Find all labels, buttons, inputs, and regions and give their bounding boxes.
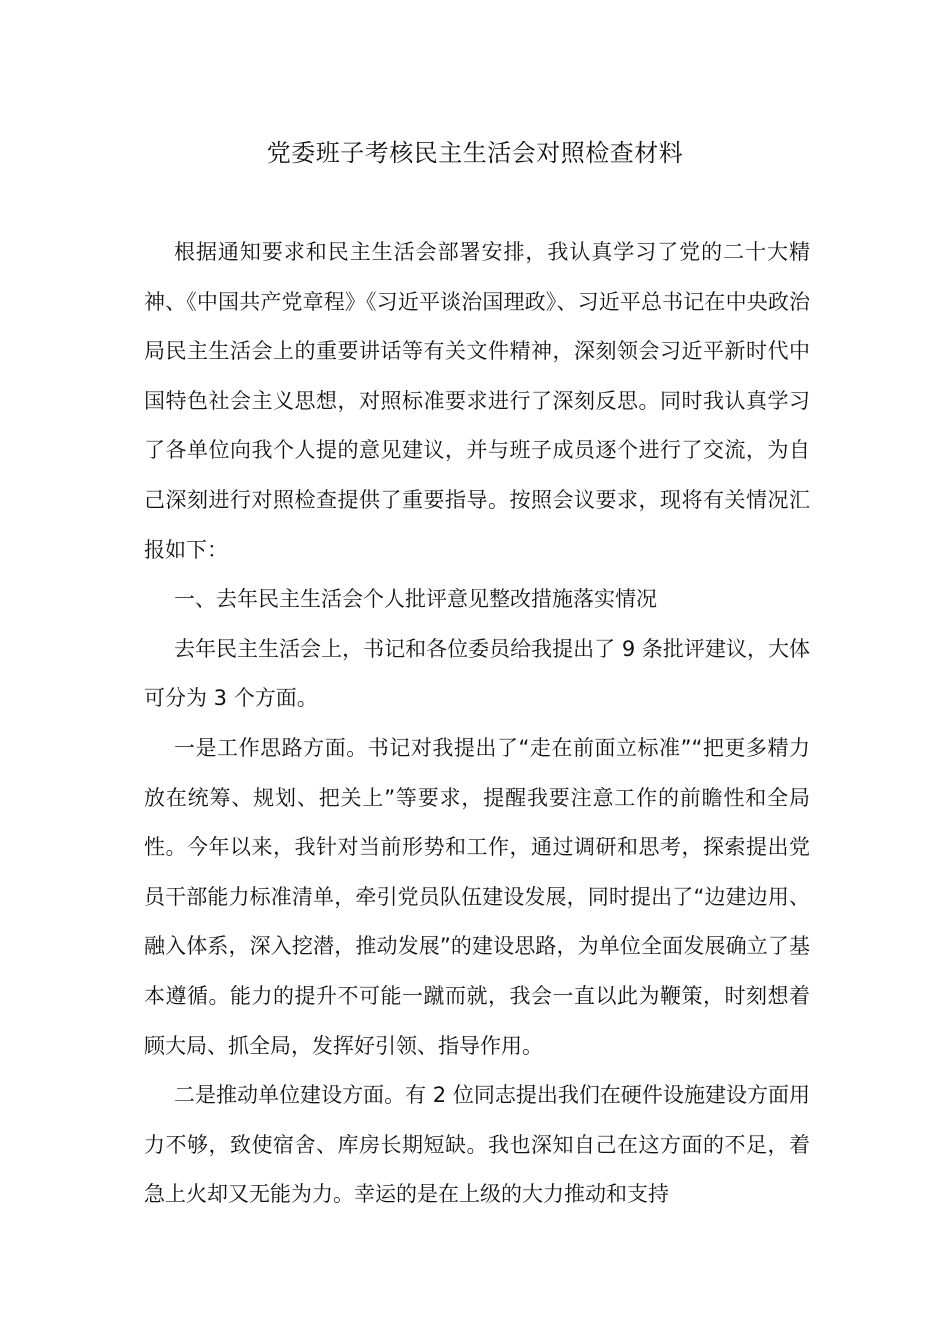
document-title: 党委班子考核民主生活会对照检查材料: [266, 139, 684, 167]
document-body: [144, 228, 810, 1220]
paragraph-summary: 去年民主生活会上，书记和各位委员给我提出了 9 条批评建议，大体可分为 3 个方面。: [144, 636, 810, 711]
paragraph-point-2: 二是推动单位建设方面。有 2 位同志提出我们在硬件设施建设方面用力不够，致使宿舍、库房长期短缺。我也深知自己在这方面的不足，着急上火却又无能为力。幸运的是在上级的大力推动和支持: [144, 1083, 810, 1207]
paragraph-intro: 根据通知要求和民主生活会部署安排，我认真学习了党的二十大精神、《中国共产党章程》《习近平谈治国理政》、习近平总书记在中央政治局民主生活会上的重要讲话等有关文件精神，深刻领会习近平新时代中国特色社会主义思想，对照标准要求进行了深刻反思。同时我认真学习了各单位向我个人提的意见建议，并与班子成员逐个进行了交流，为自己深刻进行对照检查提供了重要指导。按照会议要求，现将有关情况汇报如下：: [144, 240, 810, 562]
section-heading-1: 一、去年民主生活会个人批评意见整改措施落实情况: [174, 587, 657, 612]
paragraph-point-1: 一是工作思路方面。书记对我提出了“走在前面立标准”“把更多精力放在统筹、规划、把关上”等要求，提醒我要注意工作的前瞻性和全局性。今年以来，我针对当前形势和工作，通过调研和思考，探索提出党员干部能力标准清单，牵引党员队伍建设发展，同时提出了“边建边用、融入体系，深入挖潜，推动发展”的建设思路，为单位全面发展确立了基本遵循。能力的提升不可能一蹴而就，我会一直以此为鞭策，时刻想着顾大局、抓全局，发挥好引领、指导作用。: [144, 735, 810, 1058]
